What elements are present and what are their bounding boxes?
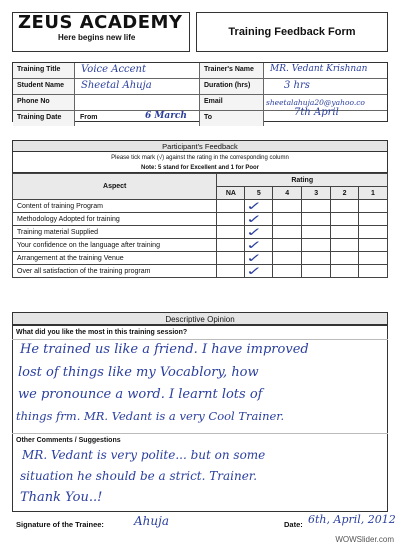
- q1-answer-line-2[interactable]: lost of things like my Vocablory, how: [18, 365, 259, 380]
- rating-col-5: 5: [245, 187, 273, 200]
- watermark-text: WOWSlider.com: [335, 535, 394, 544]
- opinion-section-title: Descriptive Opinion: [12, 312, 388, 325]
- q2-label: Other Comments / Suggestions: [16, 437, 121, 444]
- feedback-row: [13, 200, 388, 213]
- feedback-instructions: [12, 151, 388, 173]
- aspect-label: Your confidence on the language after training: [13, 239, 217, 252]
- feedback-rating-table: [12, 173, 388, 278]
- rating-cell-3[interactable]: [302, 252, 331, 265]
- to-date-field[interactable]: [264, 107, 387, 126]
- rating-cell-2[interactable]: [331, 213, 359, 226]
- feedback-row: [13, 265, 388, 278]
- training-title-value: Voice Accent: [81, 64, 147, 75]
- rating-col-3: 3: [302, 187, 331, 200]
- date-label: Date:: [284, 520, 303, 529]
- logo-tagline: Here begins new life: [58, 33, 136, 42]
- feedback-section-title: Participant's Feedback: [12, 140, 388, 151]
- rating-cell-4[interactable]: [273, 200, 302, 213]
- rating-cell-2[interactable]: [331, 200, 359, 213]
- aspect-label: Training material Supplied: [13, 226, 217, 239]
- q2-answer-line-2[interactable]: situation he should be a strict. Trainer.: [20, 469, 258, 483]
- email-value: sheetalahuja20@yahoo.co: [266, 98, 365, 107]
- rating-cell-2[interactable]: [331, 239, 359, 252]
- aspect-label: Over all satisfaction of the training program: [13, 265, 217, 278]
- feedback-instruction-text: Please tick mark (√) against the rating in the corresponding column: [111, 155, 289, 161]
- duration-field[interactable]: [264, 79, 387, 94]
- phone-field[interactable]: [75, 95, 200, 110]
- feedback-row: [13, 252, 388, 265]
- q1-answer-line-3[interactable]: we pronounce a word. I learnt lots of: [18, 387, 263, 402]
- tick-mark-icon: ✓: [246, 238, 263, 252]
- signature-label: Signature of the Trainee:: [16, 520, 104, 529]
- rating-cell-1[interactable]: [359, 200, 388, 213]
- rating-cell-na[interactable]: [217, 239, 245, 252]
- aspect-header: Aspect: [13, 174, 217, 200]
- aspect-label: Arrangement at the training Venue: [13, 252, 217, 265]
- form-title: Training Feedback Form: [196, 12, 388, 52]
- rating-cell-na[interactable]: [217, 226, 245, 239]
- rating-cell-5[interactable]: [245, 226, 273, 239]
- date-value[interactable]: 6th, April, 2012: [308, 513, 396, 526]
- student-name-field[interactable]: [75, 79, 200, 94]
- rating-cell-2[interactable]: [331, 252, 359, 265]
- q2-answer-line-1[interactable]: MR. Vedant is very polite... but on some: [22, 448, 266, 462]
- rating-cell-3[interactable]: [302, 213, 331, 226]
- rating-cell-3[interactable]: [302, 265, 331, 278]
- rating-cell-3[interactable]: [302, 200, 331, 213]
- divider: [12, 339, 388, 340]
- rating-cell-5[interactable]: [245, 213, 273, 226]
- tick-mark-icon: ✓: [246, 199, 263, 213]
- trainee-info-table: [12, 62, 388, 122]
- training-date-label: Training Date: [13, 111, 75, 126]
- rating-cell-4[interactable]: [273, 213, 302, 226]
- rating-cell-2[interactable]: [331, 265, 359, 278]
- trainee-signature[interactable]: Ahuja: [134, 514, 169, 528]
- rating-cell-1[interactable]: [359, 213, 388, 226]
- rating-cell-5[interactable]: [245, 265, 273, 278]
- rating-cell-1[interactable]: [359, 239, 388, 252]
- rating-cell-5[interactable]: [245, 252, 273, 265]
- logo-title: ZEUS ACADEMY: [18, 12, 183, 33]
- feedback-row: [13, 239, 388, 252]
- tick-mark-icon: ✓: [246, 264, 263, 278]
- duration-value: 3 hrs: [284, 80, 310, 91]
- student-name-label: Student Name: [13, 79, 75, 94]
- rating-cell-1[interactable]: [359, 252, 388, 265]
- student-name-value: Sheetal Ahuja: [81, 80, 152, 91]
- info-row-student: [13, 79, 387, 95]
- from-label: From: [80, 114, 98, 121]
- trainer-name-label: Trainer's Name: [200, 63, 264, 78]
- q1-label: What did you like the most in this training session?: [16, 329, 188, 336]
- info-row-title: [13, 63, 387, 79]
- feedback-row: [13, 226, 388, 239]
- rating-col-4: 4: [273, 187, 302, 200]
- rating-cell-4[interactable]: [273, 252, 302, 265]
- rating-cell-5[interactable]: [245, 200, 273, 213]
- q1-answer-line-1[interactable]: He trained us like a friend. I have improved: [20, 342, 309, 357]
- to-label: To: [200, 111, 264, 126]
- rating-cell-4[interactable]: [273, 226, 302, 239]
- email-label: Email: [200, 95, 264, 110]
- aspect-label: Methodology Adopted for training: [13, 213, 217, 226]
- rating-cell-na[interactable]: [217, 200, 245, 213]
- tick-mark-icon: ✓: [246, 212, 263, 226]
- q2-answer-line-3[interactable]: Thank You..!: [20, 490, 103, 505]
- rating-cell-1[interactable]: [359, 265, 388, 278]
- training-title-field[interactable]: [75, 63, 200, 78]
- aspect-label: Content of training Program: [13, 200, 217, 213]
- rating-col-2: 2: [331, 187, 359, 200]
- rating-cell-4[interactable]: [273, 239, 302, 252]
- rating-cell-1[interactable]: [359, 226, 388, 239]
- rating-cell-3[interactable]: [302, 226, 331, 239]
- rating-cell-4[interactable]: [273, 265, 302, 278]
- from-date-field[interactable]: [75, 111, 200, 126]
- rating-cell-5[interactable]: [245, 239, 273, 252]
- to-value: 7th April: [294, 107, 339, 118]
- trainer-name-field[interactable]: [264, 63, 387, 78]
- rating-col-na: NA: [217, 187, 245, 200]
- from-value: 6 March: [145, 111, 187, 121]
- rating-cell-na[interactable]: [217, 265, 245, 278]
- feedback-row: [13, 213, 388, 226]
- rating-col-1: 1: [359, 187, 388, 200]
- training-title-label: Training Title: [13, 63, 75, 78]
- trainer-name-value: MR. Vedant Krishnan: [270, 64, 368, 74]
- tick-mark-icon: ✓: [246, 225, 263, 239]
- phone-label: Phone No: [13, 95, 75, 110]
- rating-cell-3[interactable]: [302, 239, 331, 252]
- feedback-note-text: Note: 5 stand for Excellent and 1 for Poor: [140, 165, 260, 171]
- tick-mark-icon: ✓: [246, 251, 263, 265]
- divider: [12, 433, 388, 434]
- rating-cell-na[interactable]: [217, 252, 245, 265]
- q1-answer-line-4[interactable]: things frm. MR. Vedant is a very Cool Trainer.: [16, 409, 285, 423]
- info-row-date: [13, 107, 387, 126]
- rating-cell-na[interactable]: [217, 213, 245, 226]
- duration-label: Duration (hrs): [200, 79, 264, 94]
- rating-cell-2[interactable]: [331, 226, 359, 239]
- rating-header: Rating: [217, 174, 388, 187]
